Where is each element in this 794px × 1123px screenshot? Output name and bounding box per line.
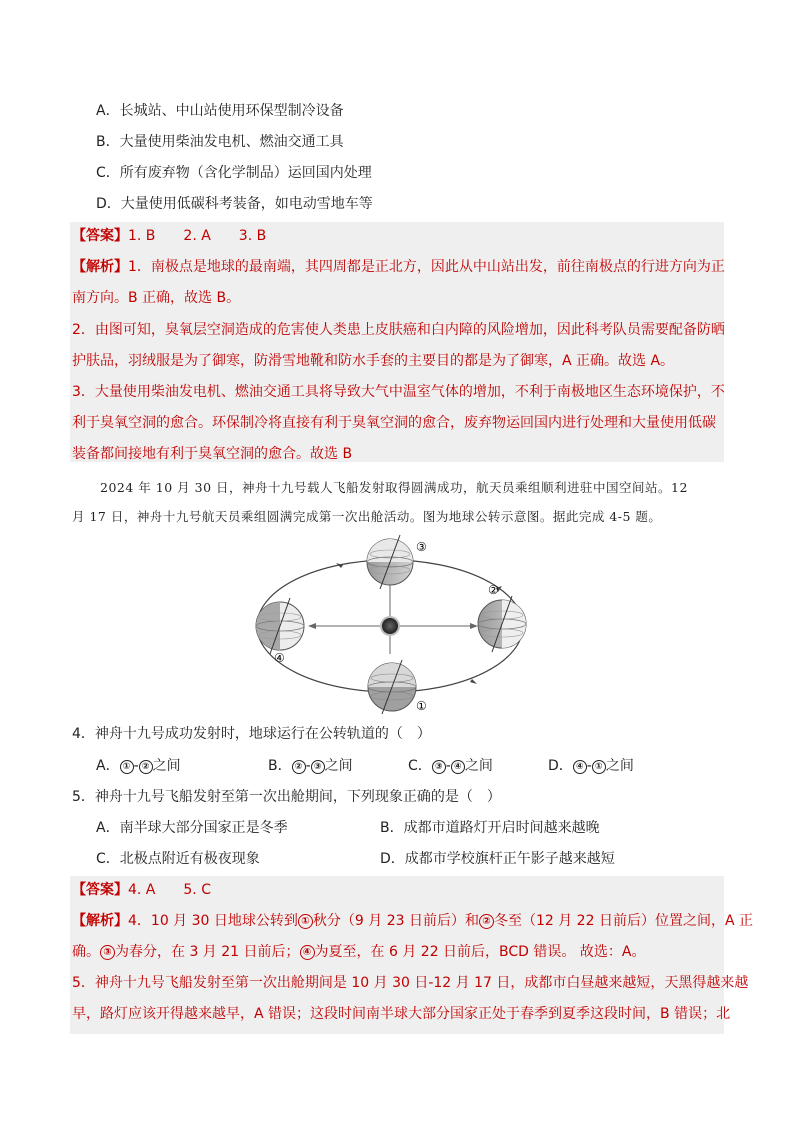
earth-globe-1-icon [368, 660, 416, 714]
circled-number: ④ [573, 760, 587, 774]
q3-option-a: A．长城站、中山站使用环保型制冷设备 [96, 103, 344, 119]
analysis-tag: 【解析】 [72, 259, 128, 275]
circled-number: ③ [311, 760, 325, 774]
analysis-1-line-4: 护肤品，羽绒服是为了御寒，防滑雪地靴和防水手套的主要目的都是为了御寒，A 正确。故选 A。 [72, 353, 675, 369]
q5-option-a: A．南半球大部分国家正是冬季 [96, 820, 288, 836]
answer-2 [72, 880, 211, 900]
analysis-2-line-2: 确。 ③ 为春分，在 3 月 21 日前后； ④ 为夏至，在 6 月 22 日前后，BCD 错误。 故选：A。 [72, 944, 646, 960]
analysis-2-line-3: 5．神舟十九号飞船发射至第一次出舱期间是 10 月 30 日-12 月 17 日，成都市白昼越来越短，天黑得越来越 [72, 975, 749, 991]
q4-option-a: A． ① - ② 之间 [96, 758, 181, 774]
intro-line-1: 2024 年 10 月 30 日，神舟十九号载人飞船发射取得圆满成功，航天员乘组顺利进驻中国空间站。12 [100, 480, 688, 495]
circled-number: ③ [432, 760, 446, 774]
q3-option-c: C．所有废弃物（含化学制品）运回国内处理 [96, 165, 372, 181]
axis-arrow-icon [308, 623, 316, 629]
position-label-3: ③ [416, 540, 427, 554]
q5-option-c: C．北极点附近有极夜现象 [96, 851, 260, 867]
answer-text: 1. B 2. A 3. B [128, 228, 267, 244]
circled-number: ② [479, 914, 494, 929]
circled-number: ① [120, 760, 134, 774]
axis-arrow-icon [470, 623, 478, 629]
earth-revolution-diagram [240, 532, 540, 714]
circled-number: ④ [300, 945, 315, 960]
circled-number: ④ [451, 760, 465, 774]
orbit-arrow-icon [470, 679, 477, 684]
position-label-4: ④ [274, 651, 285, 665]
analysis-1-line-7: 装备都间接地有利于臭氧空洞的愈合。故选 B [72, 446, 353, 462]
answer-1 [72, 226, 266, 246]
analysis-1-line-1: 【解析】1．南极点是地球的最南端，其四周都是正北方，因此从中山站出发，前往南极点的行进方向为正 [72, 259, 725, 275]
answer-tag: 【答案】 [72, 228, 128, 244]
q4-option-b: B． ② - ③ 之间 [268, 758, 353, 774]
q5-option-d: D．成都市学校旗杆正午影子越来越短 [380, 851, 615, 867]
circled-number: ③ [100, 945, 115, 960]
q3-option-b: B．大量使用柴油发电机、燃油交通工具 [96, 134, 344, 150]
answer-tag: 【答案】 [72, 882, 128, 898]
circled-number: ① [592, 760, 606, 774]
analysis-1-line-2: 南方向。B 正确，故选 B。 [72, 290, 241, 306]
q3-option-d: D．大量使用低碳科考装备，如电动雪地车等 [96, 196, 373, 212]
position-label-2: ② [488, 583, 499, 597]
earth-globe-3-icon [367, 535, 413, 589]
q5-option-b: B．成都市道路灯开启时间越来越晚 [380, 820, 600, 836]
analysis-tag: 【解析】 [72, 913, 128, 929]
intro-line-2: 月 17 日，神舟十九号航天员乘组圆满完成第一次出舱活动。图为地球公转示意图。据此完成 4-5 题。 [72, 509, 662, 524]
position-label-1: ① [416, 699, 427, 713]
analysis-1-line-3: 2．由图可知，臭氧层空洞造成的危害使人类患上皮肤癌和白内障的风险增加，因此科考队员需要配备防晒 [72, 322, 725, 338]
answer-text: 4. A 5. C [128, 882, 211, 898]
analysis-1-line-6: 利于臭氧空洞的愈合。环保制冷将直接有利于臭氧空洞的愈合，废弃物运回国内进行处理和大量使用低碳 [72, 415, 716, 431]
analysis-2-line-1: 【解析】4．10 月 30 日地球公转到 ① 秋分（9 月 23 日前后）和 ② 冬至（12 月 22 日前后）位置之间，A 正 [72, 913, 753, 929]
q4-option-c: C． ③ - ④ 之间 [408, 758, 493, 774]
sun-icon [380, 616, 400, 636]
analysis-1-line-5: 3．大量使用柴油发电机、燃油交通工具将导致大气中温室气体的增加，不利于南极地区生态环境保护，不 [72, 384, 725, 400]
q4-stem: 4．神舟十九号成功发射时，地球运行在公转轨道的（ ） [72, 726, 431, 742]
circled-number: ① [298, 914, 313, 929]
circled-number: ② [139, 760, 153, 774]
q5-stem: 5．神舟十九号飞船发射至第一次出舱期间，下列现象正确的是（ ） [72, 789, 501, 805]
q4-option-d: D． ④ - ① 之间 [548, 758, 634, 774]
analysis-2-line-4: 早，路灯应该开得越来越早，A 错误；这段时间南半球大部分国家正处于春季到夏季这段时间，B 错误；北 [72, 1006, 731, 1022]
circled-number: ② [292, 760, 306, 774]
